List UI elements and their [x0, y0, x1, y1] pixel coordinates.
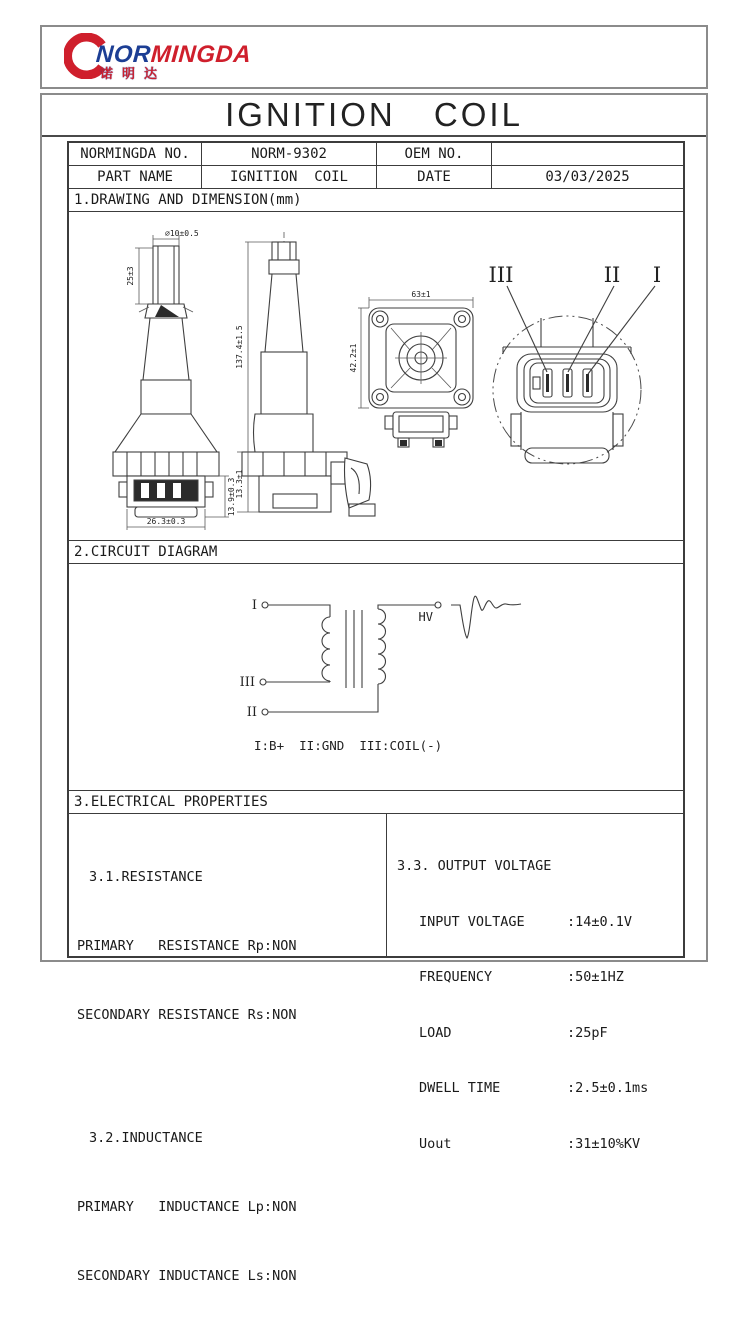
pin-1	[583, 369, 592, 397]
input-voltage-label: INPUT VOLTAGE	[419, 913, 525, 930]
view-connector-detail	[489, 263, 662, 464]
inductance-heading: 3.2.INDUCTANCE	[89, 1130, 203, 1146]
frequency-label: FREQUENCY	[419, 969, 493, 985]
section-2-header: 2.CIRCUIT DIAGRAM	[69, 541, 683, 564]
frequency-value: :50±1HZ	[567, 969, 624, 985]
uout-value: :31±10%KV	[567, 1135, 641, 1152]
view-side	[235, 232, 375, 516]
dim-422: 42.2±1	[349, 343, 358, 373]
part-name-label: PART NAME	[69, 166, 202, 188]
dim-139: 13.9±0.3	[227, 477, 236, 517]
logo-nor-text: NOR	[95, 41, 152, 68]
frequency-row	[397, 968, 683, 987]
resistance-inductance-panel	[69, 814, 387, 1284]
logo-box	[40, 25, 708, 89]
normingda-no-value: NORM-9302	[202, 143, 377, 165]
pin-label-I: I	[652, 263, 662, 287]
input-voltage-row	[397, 913, 683, 932]
section-1-header: 1.DRAWING AND DIMENSION(mm)	[69, 189, 683, 212]
output-voltage-heading: 3.3. OUTPUT VOLTAGE	[397, 858, 552, 874]
content-table	[67, 141, 685, 1284]
oem-no-label: OEM NO.	[377, 143, 492, 165]
circuit-diagram	[69, 564, 683, 791]
dim-133: 13.3±1	[235, 469, 244, 499]
dim-63: 63±1	[411, 290, 431, 299]
secondary-inductance: SECONDARY INDUCTANCE Ls:NON	[77, 1268, 297, 1284]
primary-resistance: PRIMARY RESISTANCE Rp:NON	[77, 938, 297, 954]
spacer	[77, 1073, 386, 1081]
pin-3	[543, 369, 552, 397]
table-row-part-number	[69, 143, 683, 166]
page-title: IGNITION COIL	[225, 96, 523, 133]
primary-inductance: PRIMARY INDUCTANCE Lp:NON	[77, 1199, 297, 1215]
load-value: :25pF	[567, 1024, 608, 1041]
dimension-drawing	[69, 212, 683, 541]
dwell-time-label: DWELL TIME	[419, 1080, 501, 1096]
main-frame	[40, 93, 708, 1284]
logo-mingda-text: MINGDA	[149, 41, 253, 68]
date-label: DATE	[377, 166, 492, 188]
dim-1374: 137.4±1.5	[235, 325, 244, 369]
pin-label-II: II	[603, 263, 621, 287]
uout-label: Uout	[419, 1135, 452, 1152]
date-value: 03/03/2025	[545, 169, 630, 185]
uout-row	[397, 1135, 683, 1154]
oem-no-value	[492, 143, 683, 165]
secondary-resistance: SECONDARY RESISTANCE Rs:NON	[77, 1007, 297, 1023]
section-3-header: 3.ELECTRICAL PROPERTIES	[69, 791, 683, 814]
table-row-part-name	[69, 166, 683, 189]
view-front	[113, 229, 236, 530]
view-top	[349, 290, 473, 447]
resistance-heading: 3.1.RESISTANCE	[89, 869, 203, 885]
electrical-properties	[69, 814, 683, 1284]
dim-263: 26.3±0.3	[146, 517, 186, 526]
terminal-III-label: III	[239, 675, 255, 690]
terminal-I-label: I	[251, 598, 257, 613]
dim-25: 25±3	[126, 266, 135, 286]
input-voltage-value: :14±0.1V	[567, 913, 633, 930]
circuit-svg	[69, 564, 687, 791]
document-title-row	[42, 95, 706, 137]
logo-chinese-text: 诺明达	[100, 67, 167, 82]
dwell-time-value: :2.5±0.1ms	[567, 1080, 649, 1096]
pin-label-III: III	[488, 263, 514, 287]
normingda-no-label: NORMINGDA NO.	[69, 143, 202, 165]
spark-waveform	[451, 596, 521, 638]
circuit-legend: I:B+ II:GND III:COIL(-)	[254, 738, 443, 753]
pin-2	[563, 369, 572, 397]
terminal-II-label: II	[246, 705, 257, 720]
dwell-time-row	[397, 1079, 683, 1098]
technical-drawing-svg	[69, 212, 687, 541]
part-name-value: IGNITION COIL	[202, 166, 377, 188]
load-row	[397, 1024, 683, 1043]
dim-dia-top: ⌀10±0.5	[165, 229, 199, 238]
hv-label: HV	[418, 610, 433, 624]
load-label: LOAD	[419, 1024, 452, 1041]
output-voltage-panel	[387, 814, 683, 1152]
